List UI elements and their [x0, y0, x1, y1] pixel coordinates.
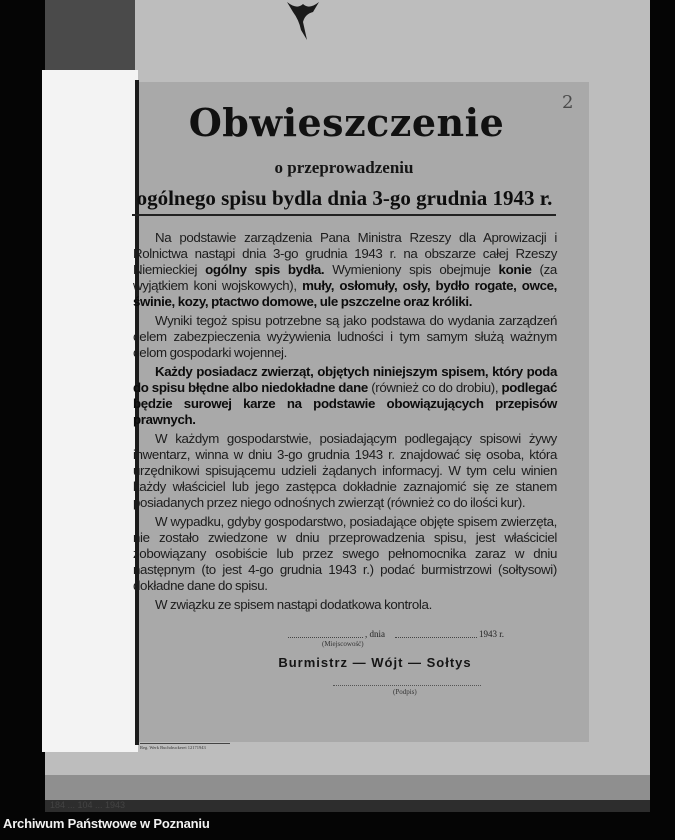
printer-imprint: Reg. Werk Buchdruckerei 12171943 [140, 743, 230, 750]
document-headline: ogólnego spisu bydla dnia 3-go grudnia 1943 r. [136, 186, 553, 210]
officials-line: Burmistrz — Wójt — Sołtys [278, 655, 472, 670]
paragraph [133, 514, 557, 594]
text: W wypadku, gdyby gospodarstwo, posiadające objęte spisem zwierzęta, nie zostało zwiedzone w dniu przeprowadzenia spisu, jest właściciel zobowiązany osobiście lub przez swego pełnomocnika zaraz w dniu następnym (to jest 4-go grudnia 1943 r.) podać burmistrzowi (sołtysowi) dokładne dane do spisu. [133, 514, 557, 593]
place-dots [288, 629, 363, 638]
text: W związku ze spisem nastąpi dodatkowa kontrola. [155, 597, 432, 612]
place-label: (Miejscowość) [322, 640, 364, 648]
ornament-mark [283, 0, 323, 44]
paragraph [133, 230, 557, 310]
document-content [133, 230, 557, 695]
text: Wyniki tegoż spisu potrzebne są jako podstawa do wydania zarządzeń celem zabezpieczenia wyżywienia ludności i tym samym służą ważnym celom gospodarki wojennej. [133, 313, 557, 360]
text: Wymieniony spis obejmuje [324, 262, 499, 277]
backing-shadow [45, 0, 135, 80]
text: (za wyjątkiem koni wojskowych), [133, 262, 557, 293]
page-number: 2 [562, 92, 574, 113]
paragraph [133, 597, 557, 613]
date-dots [395, 629, 477, 638]
film-edge [45, 800, 650, 812]
paragraph [133, 313, 557, 361]
paragraph [133, 364, 557, 428]
bold-text: Każdy posiadacz zwierząt, objętych niniejszym spisem, który poda do spisu błędne albo niedokładne dane [133, 364, 557, 395]
text: W każdym gospodarstwie, posiadającym podlegający spisowi żywy inwentarz, winna w dniu 3-go grudnia 1943 r. znajdować się osoba, która urzędnikowi spisującemu udzieli żądanych informacyj. W tym celu winien każdy właściciel lub jego zastępca dokładnie zaznajomić się ze stanem posiadanych przez niego odnośnych zwierząt (również co do ilości kur). [133, 431, 557, 510]
signature-label: (Podpis) [393, 688, 417, 696]
dnia-label: , dnia [365, 629, 385, 639]
bold-text: konie [498, 262, 532, 277]
bold-text: podlegać będzie surowej karze na podstawie obowiązujących przepisów prawnych. [133, 380, 558, 427]
text: (również co do drobiu), [367, 380, 502, 395]
text: Na podstawie zarządzenia Pana Ministra Rzeszy dla Aprowizacji i Rolnictwa nastąpi dnia 3-go grudnia 1943 r. na obszarze całej Rzeszy Niemieckiej [133, 230, 557, 277]
document-title: Obwieszczenie [188, 100, 505, 145]
paragraph [133, 431, 557, 511]
document-subtitle: o przeprowadzeniu [274, 158, 414, 177]
place-date-line [133, 629, 557, 640]
white-paper-strip [42, 70, 138, 752]
archive-label: Archiwum Państwowe w Poznaniu [3, 816, 210, 831]
bold-text: muły, osłomuły, osły, bydło rogate, owce, świnie, kozy, ptactwo domowe, ule pszczelne oraz króliki. [133, 278, 558, 309]
headline-underline [132, 214, 556, 216]
film-code: 184 ... 104 ... 1943 [50, 800, 126, 810]
bold-text: ogólny spis bydła. [205, 262, 325, 277]
year-label: 1943 r. [479, 629, 505, 639]
document-body [133, 230, 557, 613]
signature-line [333, 685, 481, 686]
